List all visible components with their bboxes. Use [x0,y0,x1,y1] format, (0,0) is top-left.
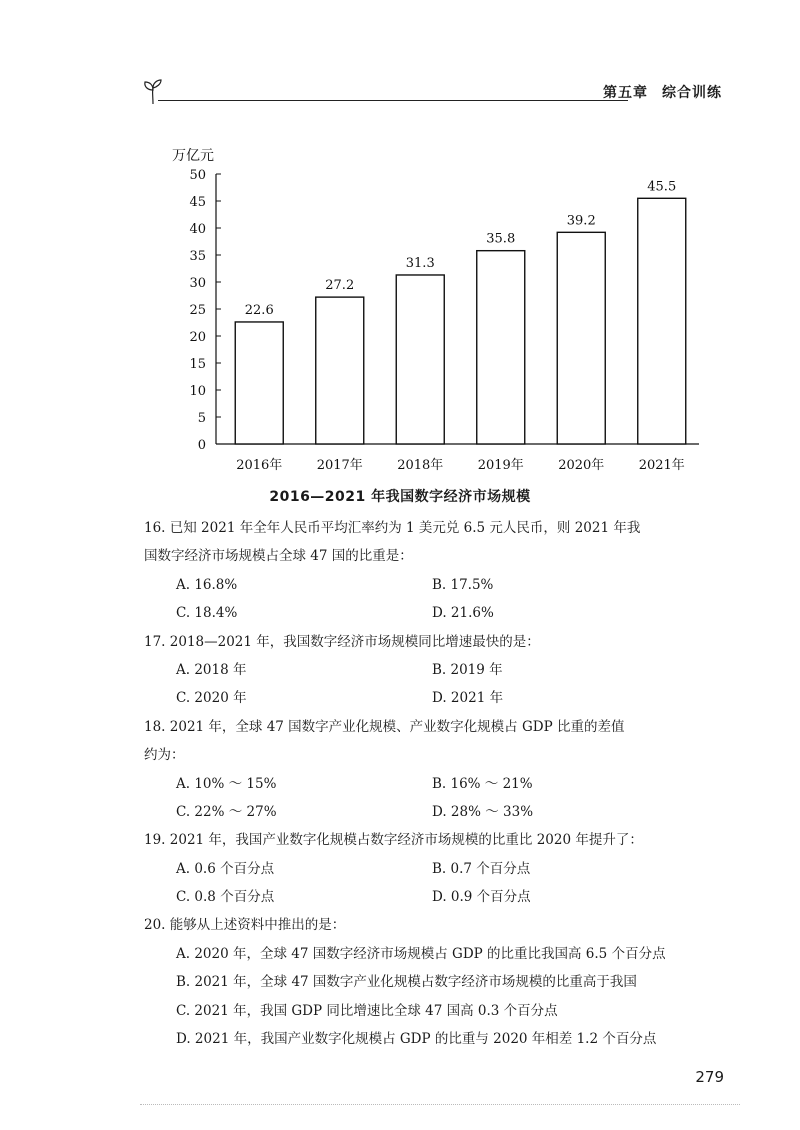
option-row [144,1025,724,1053]
y-tick-label: 25 [189,303,206,318]
y-tick-label: 5 [197,411,206,426]
footer-rule [140,1104,740,1105]
data-label: 31.3 [405,255,435,271]
chapter-label: 第五章 [603,85,648,101]
y-tick-label: 15 [189,357,206,372]
chapter-title [603,82,722,102]
option-row [144,656,724,684]
option-row [144,684,724,712]
x-tick-label: 2021年 [638,458,685,473]
y-unit-label: 万亿元 [172,148,214,164]
answer-option: B. 16% ～ 21% [432,775,533,792]
y-tick-label: 50 [189,168,206,183]
answer-option: A. 2018 年 [176,661,247,678]
answer-option: D. 21.6% [432,605,494,622]
question-stem: 约为： [144,747,185,764]
answer-option: A. 10% ～ 15% [176,775,277,792]
question-stem: 20. 能够从上述资料中推出的是： [144,917,346,934]
y-tick-label: 40 [189,222,206,237]
answer-option: B. 2019 年 [432,661,503,678]
header-rule [158,100,628,101]
chart-title: 2016—2021 年我国数字经济市场规模 [269,489,531,505]
data-label: 39.2 [566,213,596,229]
data-label: 45.5 [647,179,677,195]
answer-option: A. 0.6 个百分点 [176,860,275,877]
y-tick-label: 20 [189,330,206,345]
bar-2016年 [235,322,283,444]
answer-option: B. 0.7 个百分点 [432,860,531,877]
page-header [140,78,730,108]
sprout-icon [140,78,166,106]
option-row [144,798,724,826]
page-number: 279 [695,1068,724,1086]
answer-option: D. 2021 年 [432,690,504,707]
question-stem: 国数字经济市场规模占全球 47 国的比重是： [144,548,413,565]
data-label: 35.8 [486,231,516,247]
bar-2021年 [638,198,686,444]
answer-option: A. 16.8% [176,576,238,593]
data-label: 27.2 [325,278,355,294]
question-stem: 18. 2021 年，全球 47 国数字产业化规模、产业数字化规模占 GDP 比重的差值 [144,718,625,735]
bar-2018年 [396,275,444,444]
bar-2019年 [477,251,525,444]
question-stem: 17. 2018—2021 年，我国数字经济市场规模同比增速最快的是： [144,633,540,650]
question-stem: 16. 已知 2021 年全年人民币平均汇率约为 1 美元兑 6.5 元人民币，则 2021 年我 [144,520,641,536]
option-row [144,571,724,599]
option-row [144,599,724,627]
option-row [144,855,724,883]
question-stem: 19. 2021 年，我国产业数字化规模占数字经济市场规模的比重比 2020 年提升了： [144,832,643,849]
answer-option: B. 2021 年，全球 47 国数字产业化规模占数字经济市场规模的比重高于我国 [176,974,637,991]
x-tick-label: 2016年 [236,458,283,473]
bar-2020年 [557,232,605,444]
y-tick-label: 0 [197,438,206,453]
y-tick-label: 30 [189,276,206,291]
y-tick-label: 10 [189,384,206,399]
answer-option: C. 22% ～ 27% [176,803,277,820]
x-tick-label: 2018年 [397,458,444,473]
answer-option: A. 2020 年，全球 47 国数字经济市场规模占 GDP 的比重比我国高 6.5 个百分点 [176,945,666,962]
option-row [144,940,724,968]
data-label: 22.6 [244,302,274,318]
answer-option: C. 2020 年 [176,690,247,707]
y-tick-label: 45 [189,195,206,210]
answer-option: C. 0.8 个百分点 [176,889,275,906]
x-tick-label: 2017年 [316,458,363,473]
y-tick-label: 35 [189,249,206,264]
section-label: 综合训练 [662,85,722,101]
option-row [144,997,724,1025]
answer-option: D. 2021 年，我国产业数字化规模占 GDP 的比重与 2020 年相差 1.2 个百分点 [176,1031,657,1048]
answer-option: C. 18.4% [176,605,238,622]
x-tick-label: 2020年 [558,458,605,473]
answer-option: B. 17.5% [432,576,494,593]
answer-option: D. 0.9 个百分点 [432,889,531,906]
option-row [144,770,724,798]
option-row [144,883,724,911]
question-list [144,514,724,1053]
bar-2017年 [316,297,364,444]
answer-option: C. 2021 年，我国 GDP 同比增速比全球 47 国高 0.3 个百分点 [176,1002,558,1019]
x-tick-label: 2019年 [477,458,524,473]
option-row [144,968,724,996]
answer-option: D. 28% ～ 33% [432,803,534,820]
bar-chart [160,140,700,480]
